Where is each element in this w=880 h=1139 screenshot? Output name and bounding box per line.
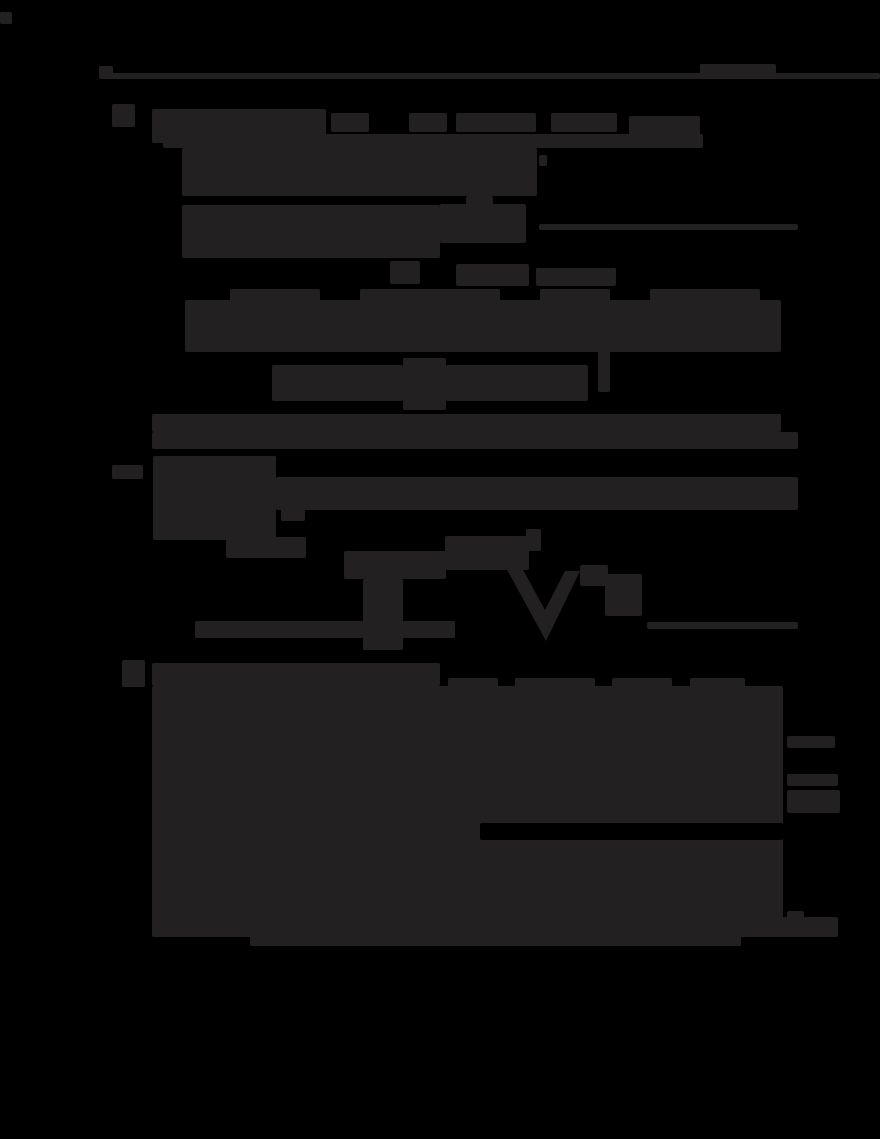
item3-number-box [122,660,145,687]
display-eq-right-blob [605,574,642,616]
item3-paragraph-body [152,686,783,937]
display-eq-rhs-rule [647,622,798,629]
item3-last-line [250,935,741,946]
item3-lead-text [152,663,440,686]
item3-lineend-gap-notch [480,823,783,840]
item3-bottomright-chunk [743,917,838,937]
item3-rightedge-frag2 [787,774,838,786]
display-eq-radical-bar [580,565,608,586]
display-eq-where-text [195,621,455,638]
item3-rightedge-frag1 [787,736,835,748]
item3-rightedge-frag3 [787,790,840,813]
